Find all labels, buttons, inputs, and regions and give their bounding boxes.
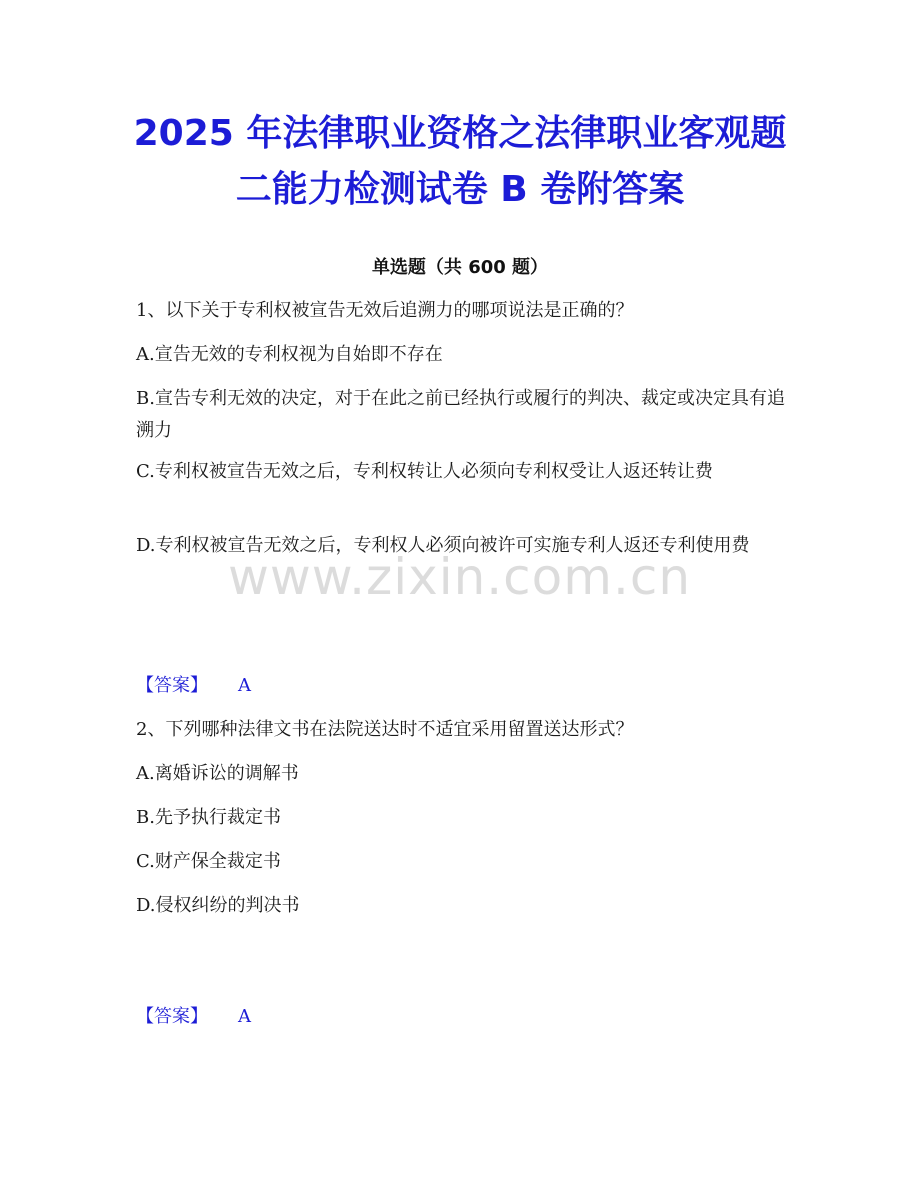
question-1-stem: 1、以下关于专利权被宣告无效后追溯力的哪项说法是正确的？ — [136, 300, 634, 321]
question-2-option-a: A.离婚诉讼的调解书 — [136, 763, 299, 784]
section-heading: 单选题（共 600 题） — [371, 257, 549, 278]
question-1-option-a: A.宣告无效的专利权视为自始即不存在 — [136, 344, 443, 365]
question-2-option-c: C.财产保全裁定书 — [136, 851, 281, 872]
question-1-option-b: B.宣告专利无效的决定，对于在此之前已经执行或履行的判决、裁定或决定具有追溯力 — [136, 388, 785, 441]
document-title-line-1: 2025 年法律职业资格之法律职业客观题 — [133, 113, 787, 154]
question-2-option-b: B.先予执行裁定书 — [136, 807, 281, 828]
question-1-option-c: C.专利权被宣告无效之后，专利权转让人必须向专利权受让人返还转让费 — [136, 461, 713, 482]
question-1-option-d: D.专利权被宣告无效之后，专利权人必须向被许可实施专利人返还专利使用费 — [136, 535, 750, 556]
question-2-option-d: D.侵权纠纷的判决书 — [136, 895, 300, 916]
question-2-answer — [136, 1002, 251, 1032]
answer-value: A — [238, 675, 251, 696]
question-1-answer — [136, 671, 251, 701]
document-title-line-2: 二能力检测试卷 B 卷附答案 — [235, 169, 685, 210]
watermark: www.zixin.com.cn — [228, 548, 692, 606]
answer-label: 【答案】 — [136, 1006, 208, 1027]
answer-label: 【答案】 — [136, 675, 208, 696]
answer-value: A — [238, 1006, 251, 1027]
question-2-stem: 2、下列哪种法律文书在法院送达时不适宜采用留置送达形式？ — [136, 719, 634, 740]
